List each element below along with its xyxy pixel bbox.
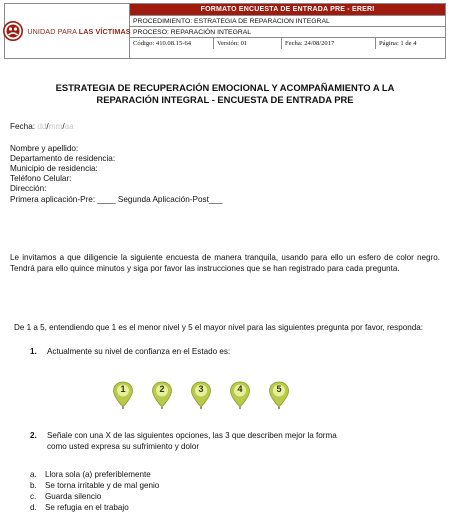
field-direccion[interactable]: Dirección: — [10, 184, 47, 193]
proceso-row: PROCESO: REPARACIÓN INTEGRAL — [130, 26, 445, 37]
question-1-text: Actualmente su nivel de confianza en el Estado es: — [47, 347, 231, 356]
rating-option-3[interactable] — [190, 381, 212, 409]
rating-label-1: 1 — [120, 384, 126, 394]
logo — [3, 21, 130, 41]
document-header — [4, 3, 446, 59]
logo-text — [27, 27, 130, 36]
rating-label-2: 2 — [159, 384, 165, 394]
fecha-line: Fecha: dd/mm/aa — [10, 122, 74, 131]
option-b[interactable] — [30, 481, 159, 491]
pagina-cell: Página: 1 de 4 — [379, 40, 417, 47]
rating-scale — [112, 381, 292, 411]
logo-text-prefix: UNIDAD PARA — [27, 26, 79, 36]
fecha-cell: Fecha: 24/08/2017 — [282, 38, 376, 49]
metadata-row — [130, 37, 445, 49]
option-text: Guarda silencio — [45, 492, 102, 501]
question-2-text — [47, 431, 337, 453]
logo-cell — [5, 4, 130, 58]
rating-label-4: 4 — [237, 384, 243, 394]
title-line-2: REPARACIÓN INTEGRAL - ENCUESTA DE ENTRADA PRE — [96, 94, 354, 105]
field-telefono[interactable]: Teléfono Celular: — [10, 174, 72, 183]
rating-label-3: 3 — [198, 384, 204, 394]
option-d[interactable] — [30, 503, 129, 513]
option-text: Se refugia en el trabajo — [45, 503, 129, 512]
field-departamento[interactable]: Departamento de residencia: — [10, 154, 116, 163]
rating-option-5[interactable] — [268, 381, 290, 409]
fecha-month-placeholder[interactable]: mm — [48, 122, 63, 131]
header-info — [130, 4, 445, 58]
field-aplicacion[interactable]: Primera aplicación-Pre: ____ Segunda Aplicación-Post___ — [10, 195, 223, 204]
scale-instructions: De 1 a 5, entendiendo que 1 es el menor nivel y 5 el mayor nivel para las siguientes pregunta por favor, responda: — [14, 323, 423, 332]
rating-option-4[interactable] — [229, 381, 251, 409]
question-2-line-1: Señale con una X de las siguientes opciones, las 3 que describen mejor la forma — [47, 431, 337, 440]
document-title — [30, 82, 420, 106]
fecha-day-placeholder[interactable]: dd — [37, 122, 47, 131]
codigo-cell: Código: 410.08.15-64 — [130, 38, 214, 49]
field-nombre[interactable]: Nombre y apellido: — [10, 144, 79, 153]
intro-paragraph: Le invitamos a que diligencie la siguiente encuesta de manera tranquila, usando para ello un esfero de color negro. Tendrá para ello quince minutos y siga por favor las instrucciones que se han registrado para cada pregunta. — [10, 253, 440, 274]
unidad-victimas-logo-icon — [3, 21, 23, 41]
option-letter: b. — [30, 481, 37, 490]
procedimiento-row: PROCEDIMIENTO: ESTRATEGIA DE REPARACION INTEGRAL — [130, 15, 445, 26]
version-cell: Versión: 01 — [214, 38, 282, 49]
option-letter: c. — [30, 492, 37, 501]
option-text: Llora sola (a) preferiblemente — [45, 470, 151, 479]
field-municipio[interactable]: Municipio de residencia: — [10, 164, 98, 173]
logo-text-strong: LAS VÍCTIMAS — [78, 26, 131, 36]
question-2-number: 2. — [30, 431, 37, 440]
fecha-label: Fecha: — [10, 122, 38, 131]
rating-option-2[interactable] — [151, 381, 173, 409]
option-c[interactable] — [30, 492, 101, 502]
question-1-number: 1. — [30, 347, 37, 356]
option-text: Se torna irritable y de mal genio — [45, 481, 160, 490]
form-title-band: FORMATO ENCUESTA DE ENTRADA PRE - ERERI — [130, 4, 445, 15]
option-a[interactable] — [30, 470, 151, 480]
rating-label-5: 5 — [276, 384, 282, 394]
title-line-1: ESTRATEGIA DE RECUPERACIÓN EMOCIONAL Y ACOMPAÑAMIENTO A LA — [55, 82, 395, 93]
fecha-year-placeholder[interactable]: aa — [64, 122, 74, 131]
option-letter: d. — [30, 503, 37, 512]
rating-option-1[interactable] — [112, 381, 134, 409]
question-2-line-2: como usted expresa su sufrimiento y dolor — [47, 441, 200, 451]
option-letter: a. — [30, 470, 37, 479]
